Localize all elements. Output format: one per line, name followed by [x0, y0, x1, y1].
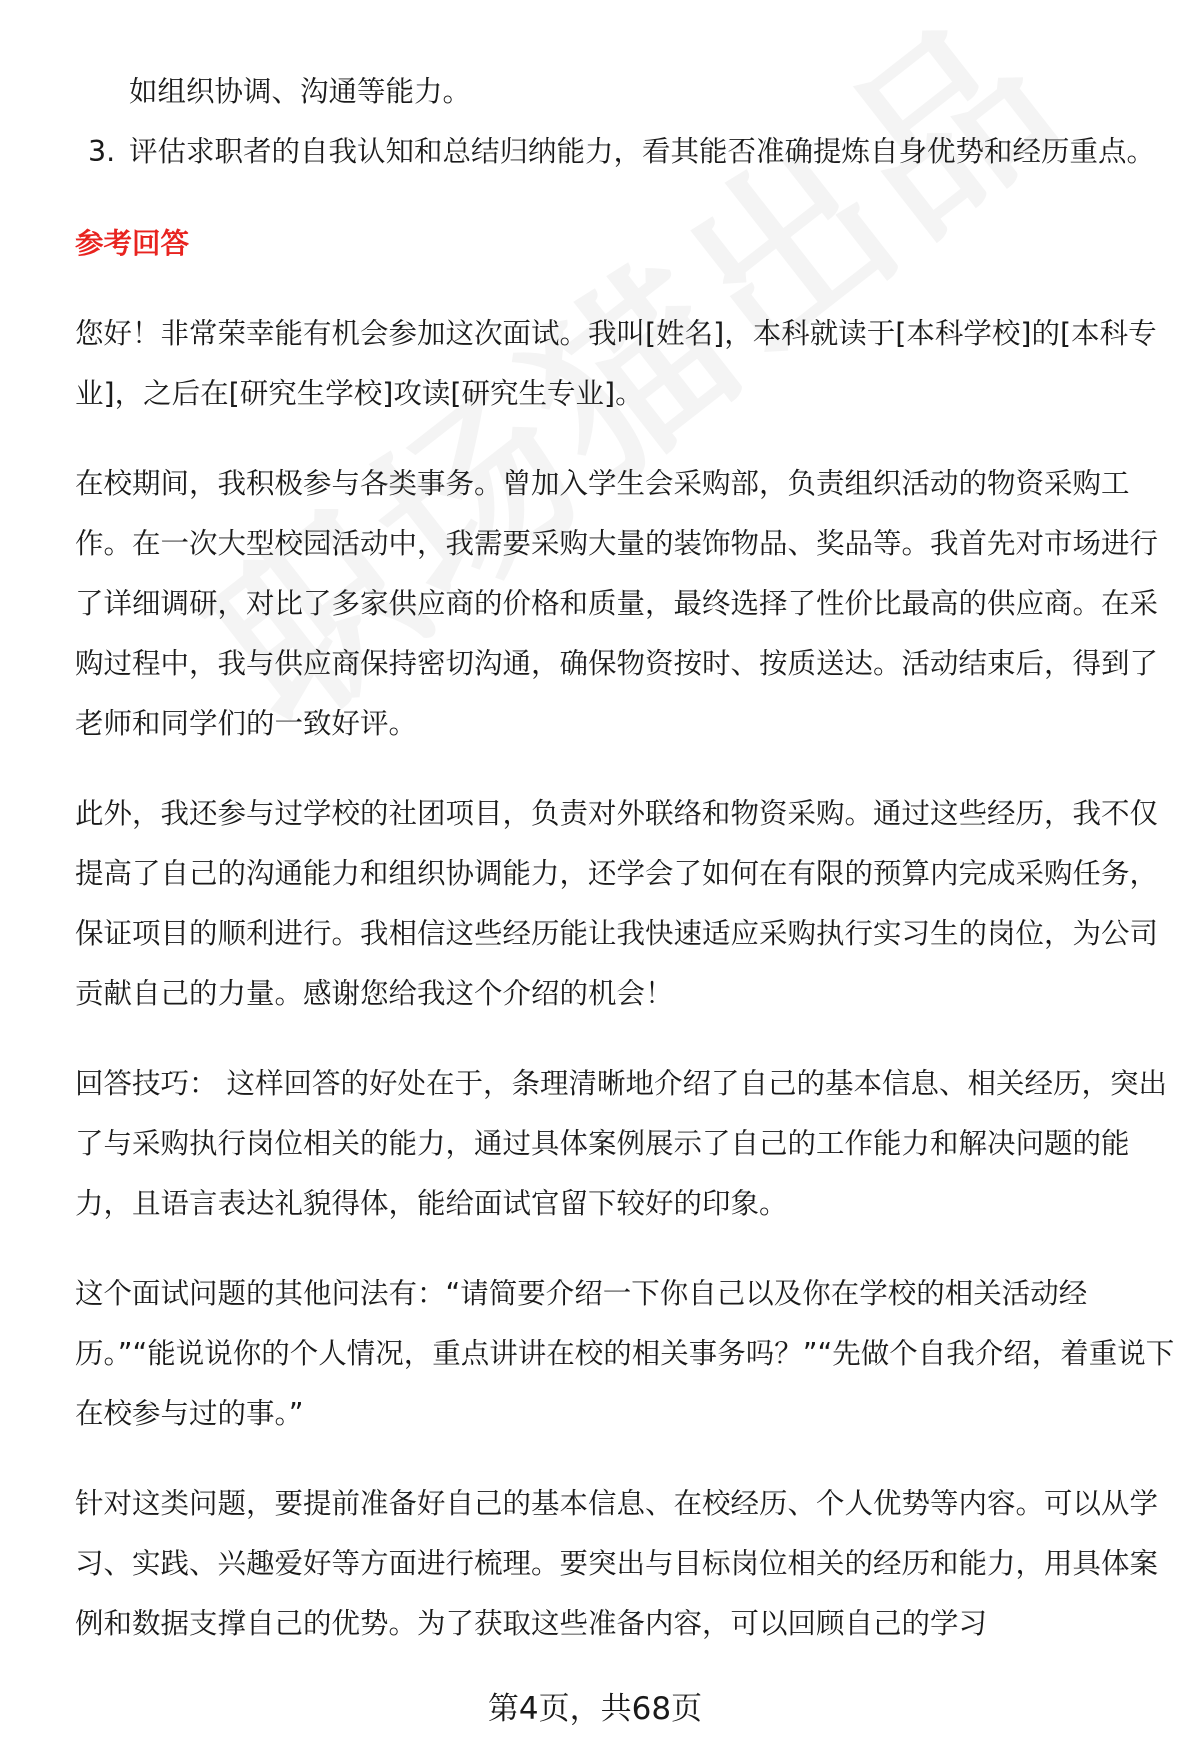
- paragraph-alternative-questions: 这个面试问题的其他问法有：“请简要介绍一下你自己以及你在学校的相关活动经历。”“能说说你的个人情况，重点讲讲在校的相关事务吗？”“先做个自我介绍，着重说下在校参与过的事。”: [75, 1277, 1175, 1430]
- page-content: [75, 62, 1175, 1654]
- paragraph-campus-experience: 在校期间，我积极参与各类事务。曾加入学生会采购部，负责组织活动的物资采购工作。在一次大型校园活动中，我需要采购大量的装饰物品、奖品等。我首先对市场进行了详细调研，对比了多家供应商的价格和质量，最终选择了性价比最高的供应商。在采购过程中，我与供应商保持密切沟通，确保物资按时、按质送达。活动结束后，得到了老师和同学们的一致好评。: [75, 467, 1159, 740]
- list-item-3: [75, 122, 1175, 182]
- list-item-text: 评估求职者的自我认知和总结归纳能力，看其能否准确提炼自身优势和经历重点。: [129, 135, 1156, 168]
- paragraph-answer-tips: 回答技巧： 这样回答的好处在于，条理清晰地介绍了自己的基本信息、相关经历，突出了与采购执行岗位相关的能力，通过具体案例展示了自己的工作能力和解决问题的能力，且语言表达礼貌得体，能给面试官留下较好的印象。: [75, 1067, 1168, 1220]
- paragraph-additional-experience: 此外，我还参与过学校的社团项目，负责对外联络和物资采购。通过这些经历，我不仅提高了自己的沟通能力和组织协调能力，还学会了如何在有限的预算内完成采购任务，保证项目的顺利进行。我相信这些经历能让我快速适应采购执行实习生的岗位，为公司贡献自己的力量。感谢您给我这个介绍的机会！: [75, 797, 1159, 1010]
- paragraph-intro: 您好！非常荣幸能有机会参加这次面试。我叫[姓名]，本科就读于[本科学校]的[本科专业]，之后在[研究生学校]攻读[研究生专业]。: [75, 317, 1157, 410]
- section-heading: 参考回答: [75, 227, 190, 260]
- list-item-continuation: 如组织协调、沟通等能力。: [129, 75, 472, 108]
- page-number-footer: 第4页，共68页: [487, 1691, 703, 1727]
- paragraph-preparation-advice: 针对这类问题，要提前准备好自己的基本信息、在校经历、个人优势等内容。可以从学习、实践、兴趣爱好等方面进行梳理。要突出与目标岗位相关的经历和能力，用具体案例和数据支撑自己的优势。为了获取这些准备内容，可以回顾自己的学习: [75, 1487, 1159, 1640]
- list-number: 3.: [88, 135, 116, 168]
